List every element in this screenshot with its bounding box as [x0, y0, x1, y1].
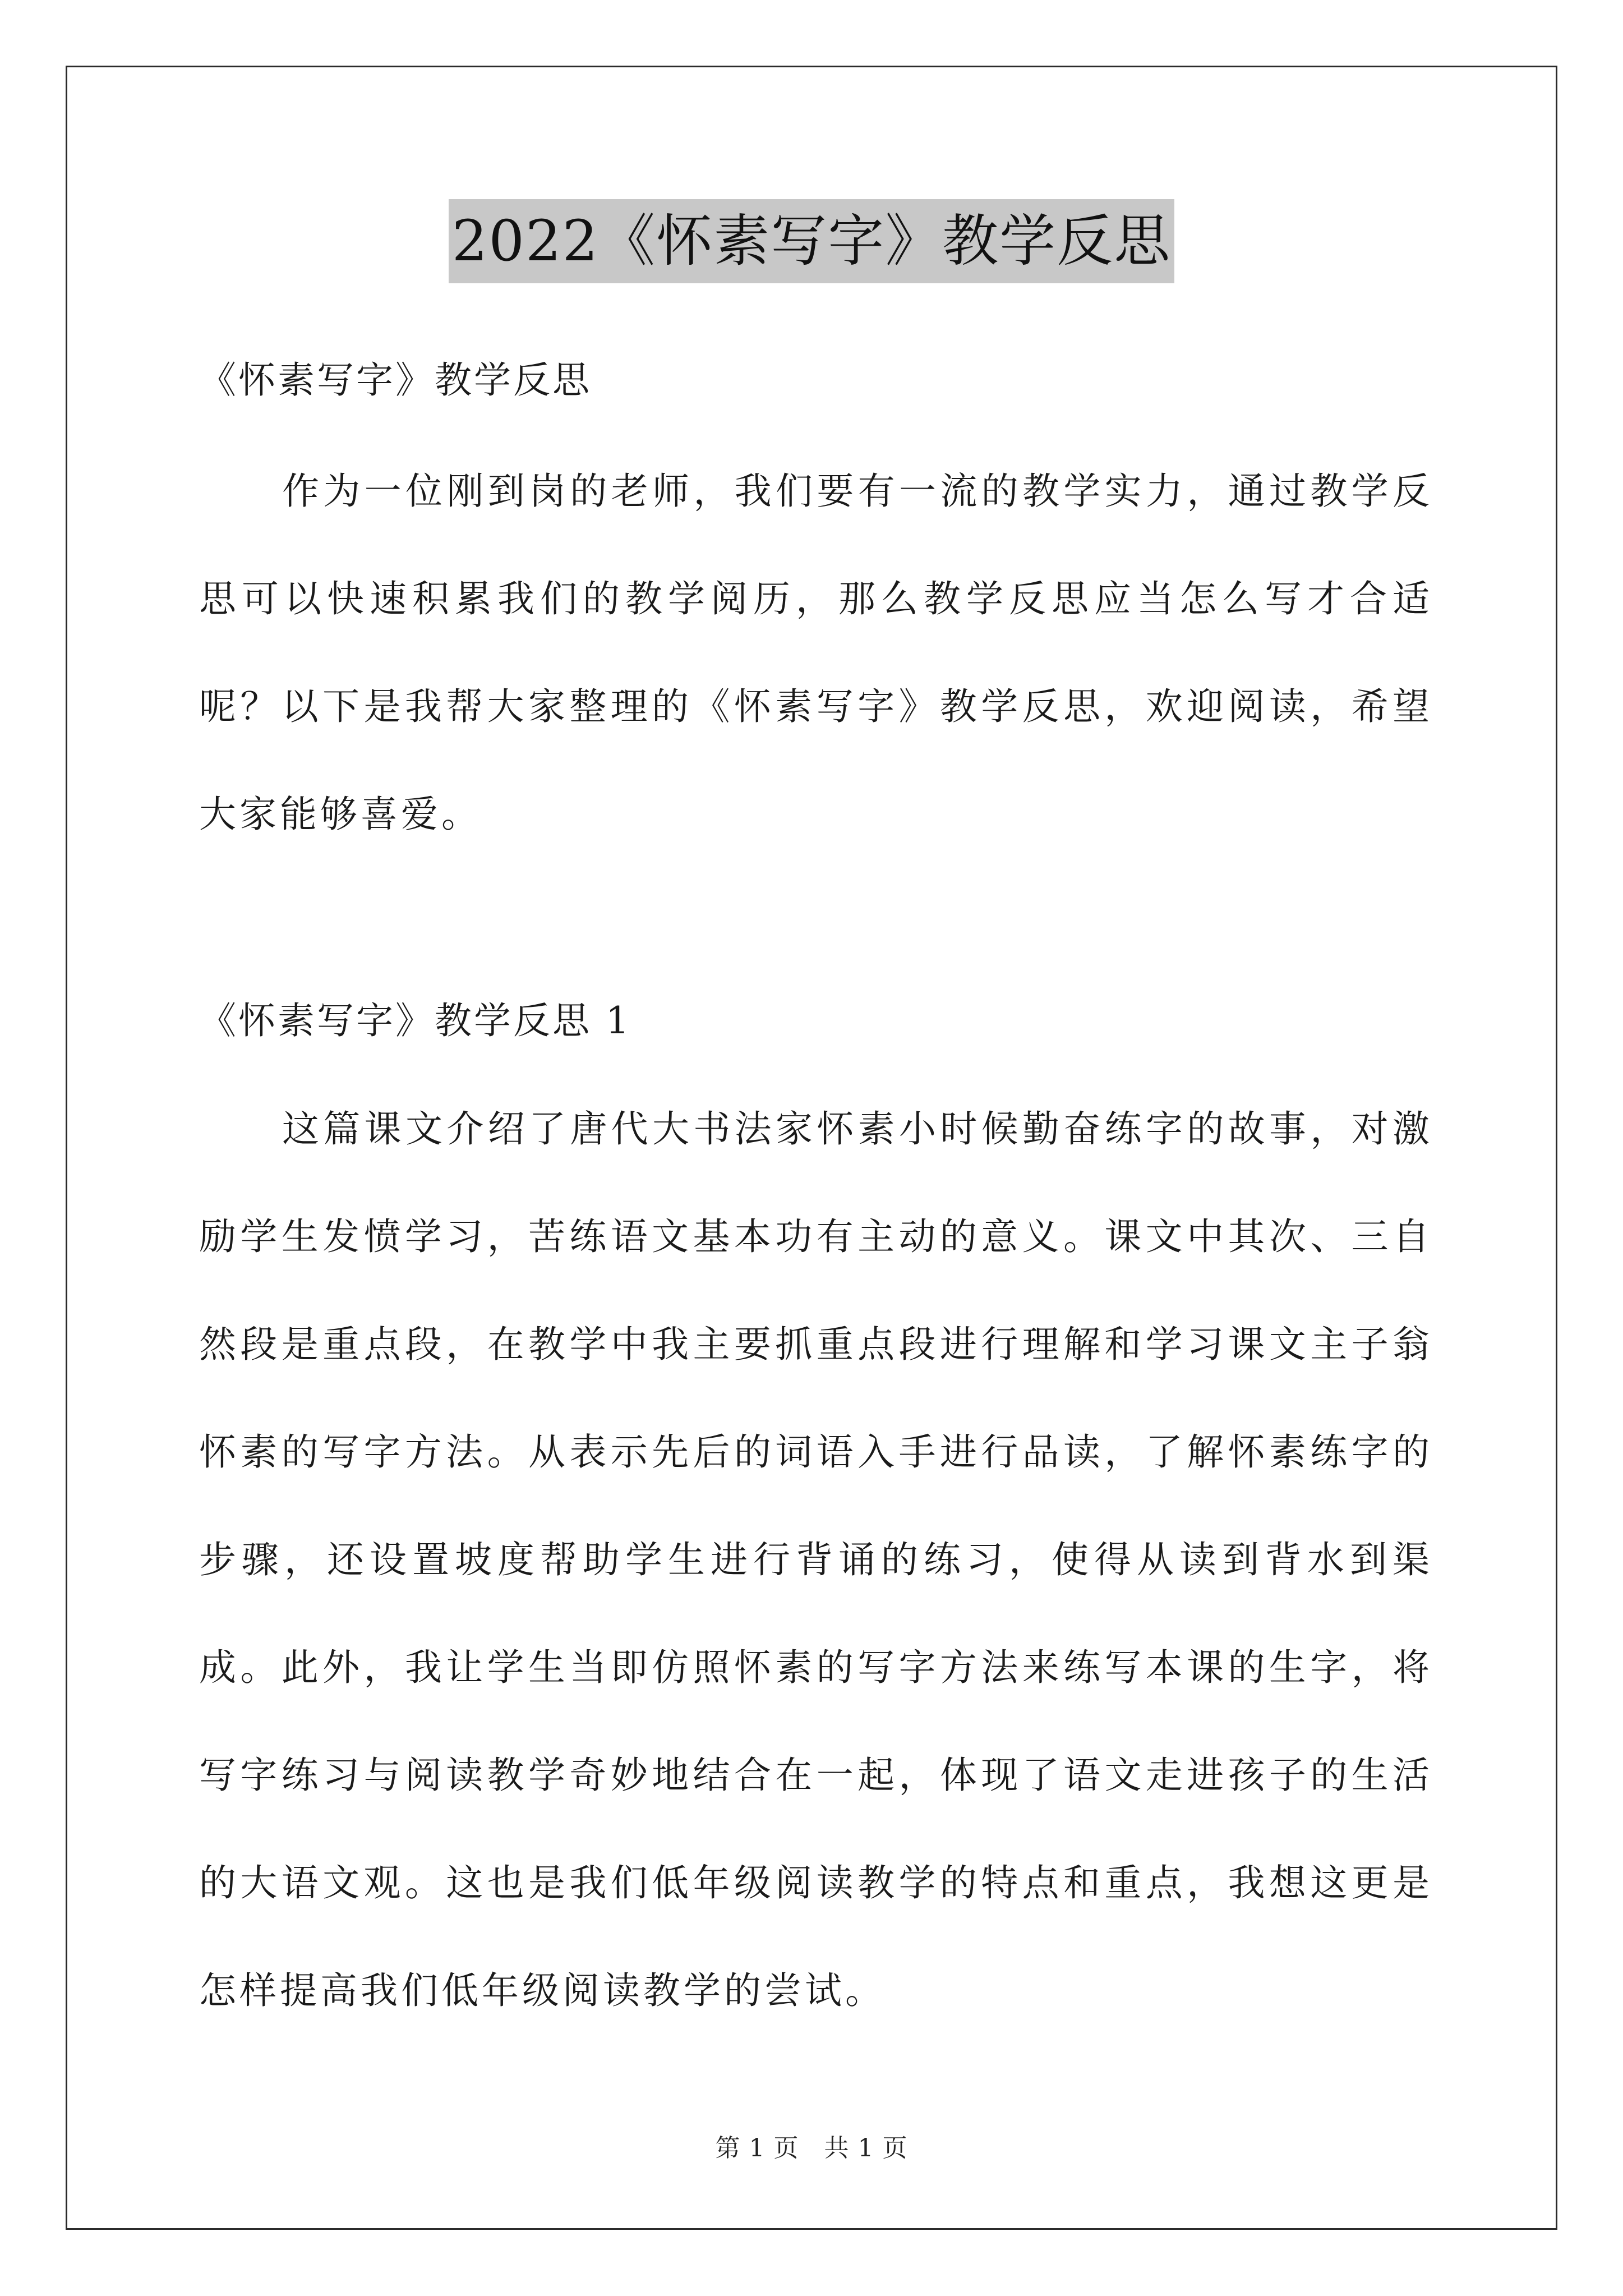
section-heading: 《怀素写字》教学反思 1: [199, 999, 631, 1042]
section-paragraph: 这篇课文介绍了唐代大书法家怀素小时候勤奋练字的故事，对激励学生发愤学习，苦练语文基本功有主动的意义。课文中其次、三自然段是重点段，在教学中我主要抓重点段进行理解和学习课文主子翁怀素的写字方法。从表示先后的词语入手进行品读，了解怀素练字的步骤，还设置坡度帮助学生进行背诵的练习，使得从读到背水到渠成。此外，我让学生当即仿照怀素的写字方法来练写本课的生字，将写字练习与阅读教学奇妙地结合在一起，体现了语文走进孩子的生活的大语文观。这也是我们低年级阅读教学的特点和重点，我想这更是怎样提高我们低年级阅读教学的尝试。: [199, 1107, 1433, 2012]
document-subtitle: 《怀素写字》教学反思: [199, 358, 592, 402]
intro-paragraph: 作为一位刚到岗的老师，我们要有一流的教学实力，通过教学反思可以快速积累我们的教学阅历，那么教学反思应当怎么写才合适呢？以下是我帮大家整理的《怀素写字》教学反思，欢迎阅读，希望大家能够喜爱。: [199, 470, 1433, 836]
document-title: 2022《怀素写字》教学反思: [449, 199, 1175, 283]
page-footer: 第 1 页 共 1 页: [715, 2134, 908, 2162]
title-container: [0, 199, 1623, 283]
